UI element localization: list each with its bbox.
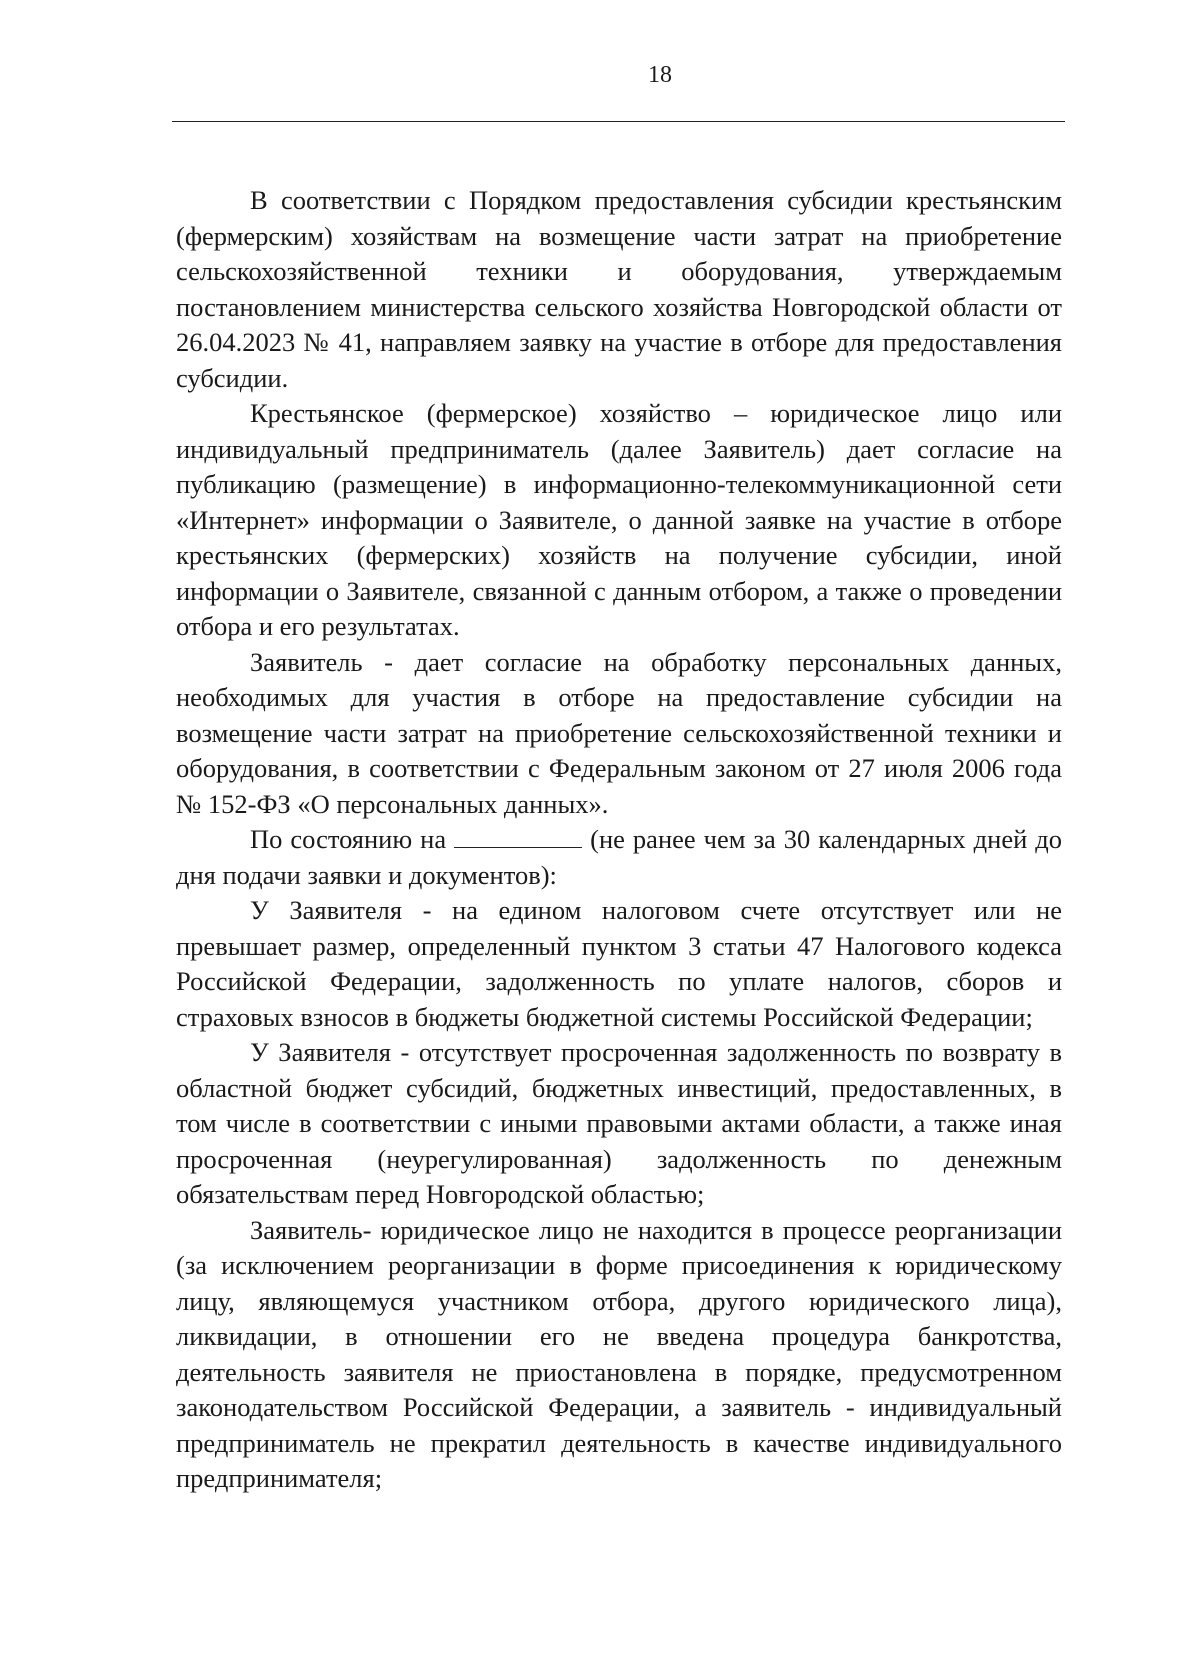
page-number: 18	[648, 62, 672, 88]
paragraph-tax-debt: У Заявителя - на едином налоговом счете отсутствует или не превышает размер, определенный пунктом 3 статьи 47 Налогового кодекса Российской Федерации, задолженность по уплате налогов, сборов и страховых взносов в бюджеты бюджетной системы Российской Федерации;	[176, 895, 1062, 1032]
paragraph-personal-data-consent: Заявитель - дает согласие на обработку персональных данных, необходимых для участия в отборе на предоставление субсидии на возмещение части затрат на приобретение сельскохозяйственной техники и оборудования, в соответствии с Федеральным законом от 27 июля 2006 года № 152-ФЗ «О персональных данных».	[176, 646, 1062, 819]
header-divider	[172, 121, 1065, 122]
paragraph-legal-basis: В соответствии с Порядком предоставления субсидии крестьянским (фермерским) хозяйствам на возмещение части затрат на приобретение сельскохозяйственной техники и оборудования, утверждаемым постановлением министерства сельского хозяйства Новгородской области от 26.04.2023 № 41, направляем заявку на участие в отборе для предоставления субсидии.	[176, 185, 1062, 393]
paragraph-budget-debt: У Заявителя - отсутствует просроченная задолженность по возврату в областной бюджет субсидий, бюджетных инвестиций, предоставленных, в том числе в соответствии с иными правовыми актами области, а также иная просроченная (неурегулированная) задолженность по денежным обязательствам перед Новгородской областью;	[176, 1037, 1062, 1209]
paragraph-publication-consent: Крестьянское (фермерское) хозяйство – юридическое лицо или индивидуальный предприниматель (далее Заявитель) дает согласие на публикацию (размещение) в информационно-телекоммуникационной сети «Интернет» информации о Заявителе, о данной заявке на участие в отборе крестьянских (фермерских) хозяйств на получение субсидии, иной информации о Заявителе, связанной с данным отбором, а также о проведении отбора и его результатах.	[176, 398, 1062, 641]
status-date-prefix: По состоянию на	[250, 824, 447, 854]
paragraph-status-date	[176, 822, 1062, 893]
paragraph-reorganization: Заявитель- юридическое лицо не находится в процессе реорганизации (за исключением реорганизации в форме присоединения к юридическому лицу, являющемуся участником отбора, другого юридического лица), ликвидации, в отношении его не введена процедура банкротства, деятельность заявителя не приостановлена в порядке, предусмотренном законодательством Российской Федерации, а заявитель - индивидуальный предприниматель не прекратил деятельность в качестве индивидуального предпринимателя;	[176, 1214, 1062, 1493]
status-date-suffix: (не ранее чем за 30 календарных дней до дня подачи заявки и документов):	[176, 824, 1063, 890]
date-blank-field[interactable]	[454, 825, 582, 848]
document-body	[176, 183, 1062, 1497]
